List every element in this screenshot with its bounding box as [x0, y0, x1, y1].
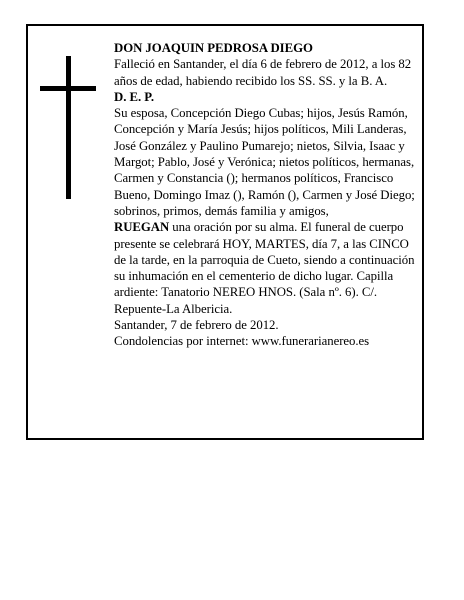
latin-cross-icon	[40, 56, 96, 199]
cross-vertical-bar	[66, 56, 71, 199]
obituary-notice	[26, 24, 424, 440]
rest-in-peace-abbreviation: D. E. P.	[114, 89, 155, 104]
ruegan-label: RUEGAN	[114, 220, 170, 235]
obituary-text	[114, 40, 420, 350]
condolences-website: Condolencias por internet: www.funerarianereo.es	[114, 334, 370, 349]
cross-horizontal-bar	[40, 86, 96, 91]
deceased-name: DON JOAQUIN PEDROSA DIEGO	[114, 41, 313, 55]
funeral-request	[114, 219, 420, 317]
family-members: Su esposa, Concepción Diego Cubas; hijos, Jesús Ramón, Concepción y María Jesús; hijos políticos, Mili Landeras, José González y Paulino Pumarejo; nietos, Silvia, Isaac y Margot; Pablo, José y Verónica; nietos políticos, hermanas, Carmen y Constancia (); hermanos políticos, Francisco Bueno, Domingo Imaz (), Ramón (), Carmen y José Diego; sobrinos, primos, demás familia y amigos,	[114, 106, 415, 218]
death-details: Falleció en Santander, el día 6 de febrero de 2012, a los 82 años de edad, habiendo recibido los SS. SS. y la B. A.	[114, 57, 412, 88]
place-and-date: Santander, 7 de febrero de 2012.	[114, 318, 279, 333]
funeral-details: una oración por su alma. El funeral de cuerpo presente se celebrará HOY, MARTES, día 7, a las CINCO de la tarde, en la parroquia de Cueto, siendo a continuación su inhumación en el cementerio de dicho lugar. Capilla ardiente: Tanatorio NEREO HNOS. (Sala nº. 6). C/. Repuente-La Albericia.	[114, 220, 415, 316]
